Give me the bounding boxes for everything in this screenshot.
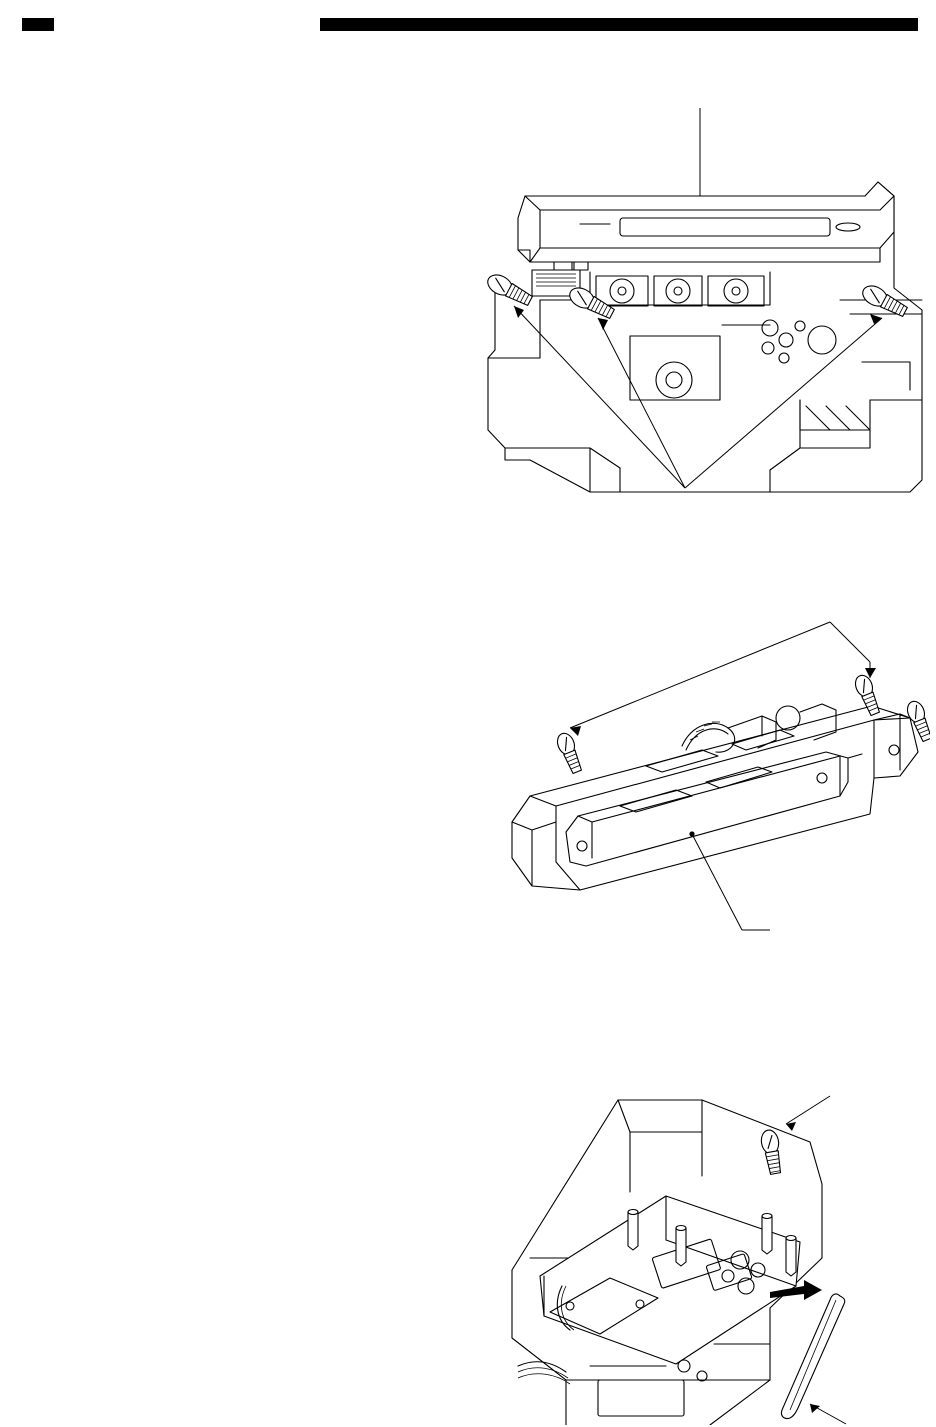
figure-1-top-cover [518,182,894,262]
figure-3-rail-part [781,1294,844,1419]
figure-2 [470,600,930,980]
figure-3-deck-plate [540,1196,800,1364]
figure-3-screws [760,1129,784,1175]
screw [554,731,584,775]
figure-1-vent-area [532,262,770,306]
figure-1-screw-leaders [514,306,882,488]
figure-1 [470,100,930,500]
header-title-bar [320,18,918,31]
screw [760,1129,784,1175]
header-left-mark [22,18,54,31]
screw [566,284,616,322]
figure-3 [470,1080,930,1425]
screw [484,271,534,309]
